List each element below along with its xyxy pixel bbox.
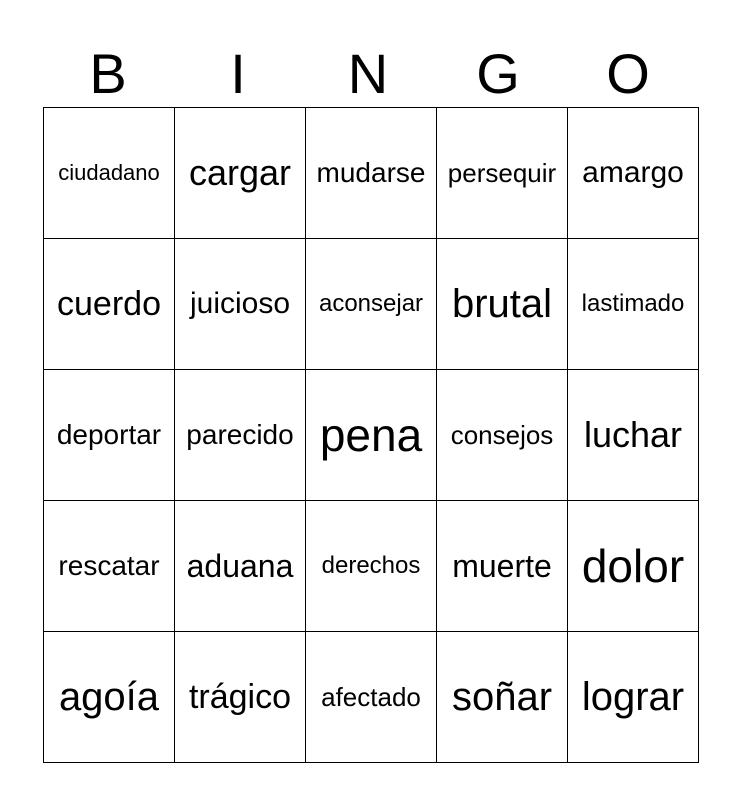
bingo-cell[interactable]: rescatar xyxy=(44,501,175,632)
bingo-cell[interactable]: amargo xyxy=(568,108,699,239)
bingo-cell[interactable]: aconsejar xyxy=(306,239,437,370)
bingo-cell[interactable]: derechos xyxy=(306,501,437,632)
header-letter-g: G xyxy=(476,42,520,105)
bingo-cell[interactable]: consejos xyxy=(437,370,568,501)
bingo-cell[interactable]: cuerdo xyxy=(44,239,175,370)
bingo-cell[interactable]: muerte xyxy=(437,501,568,632)
bingo-cell[interactable]: juicioso xyxy=(175,239,306,370)
bingo-cell[interactable]: brutal xyxy=(437,239,568,370)
header-letter-o: O xyxy=(606,42,650,105)
bingo-board xyxy=(43,107,699,763)
board-row xyxy=(44,239,699,370)
bingo-cell[interactable]: agoía xyxy=(44,632,175,763)
board-row xyxy=(44,632,699,763)
header-letter-n: N xyxy=(347,42,389,105)
bingo-cell[interactable]: aduana xyxy=(175,501,306,632)
bingo-cell[interactable]: afectado xyxy=(306,632,437,763)
board-row xyxy=(44,370,699,501)
bingo-cell[interactable]: deportar xyxy=(44,370,175,501)
bingo-cell[interactable]: soñar xyxy=(437,632,568,763)
bingo-cell[interactable]: parecido xyxy=(175,370,306,501)
bingo-cell[interactable]: pena xyxy=(306,370,437,501)
header-letter-b: B xyxy=(89,42,127,105)
bingo-header xyxy=(43,40,693,108)
board-row xyxy=(44,501,699,632)
board-row xyxy=(44,108,699,239)
bingo-cell[interactable]: lograr xyxy=(568,632,699,763)
header-letter-i: I xyxy=(230,42,246,105)
bingo-cell[interactable]: lastimado xyxy=(568,239,699,370)
bingo-cell[interactable]: cargar xyxy=(175,108,306,239)
bingo-cell[interactable]: mudarse xyxy=(306,108,437,239)
bingo-cell[interactable]: persequir xyxy=(437,108,568,239)
bingo-cell[interactable]: trágico xyxy=(175,632,306,763)
bingo-cell[interactable]: ciudadano xyxy=(44,108,175,239)
bingo-cell[interactable]: luchar xyxy=(568,370,699,501)
bingo-cell[interactable]: dolor xyxy=(568,501,699,632)
